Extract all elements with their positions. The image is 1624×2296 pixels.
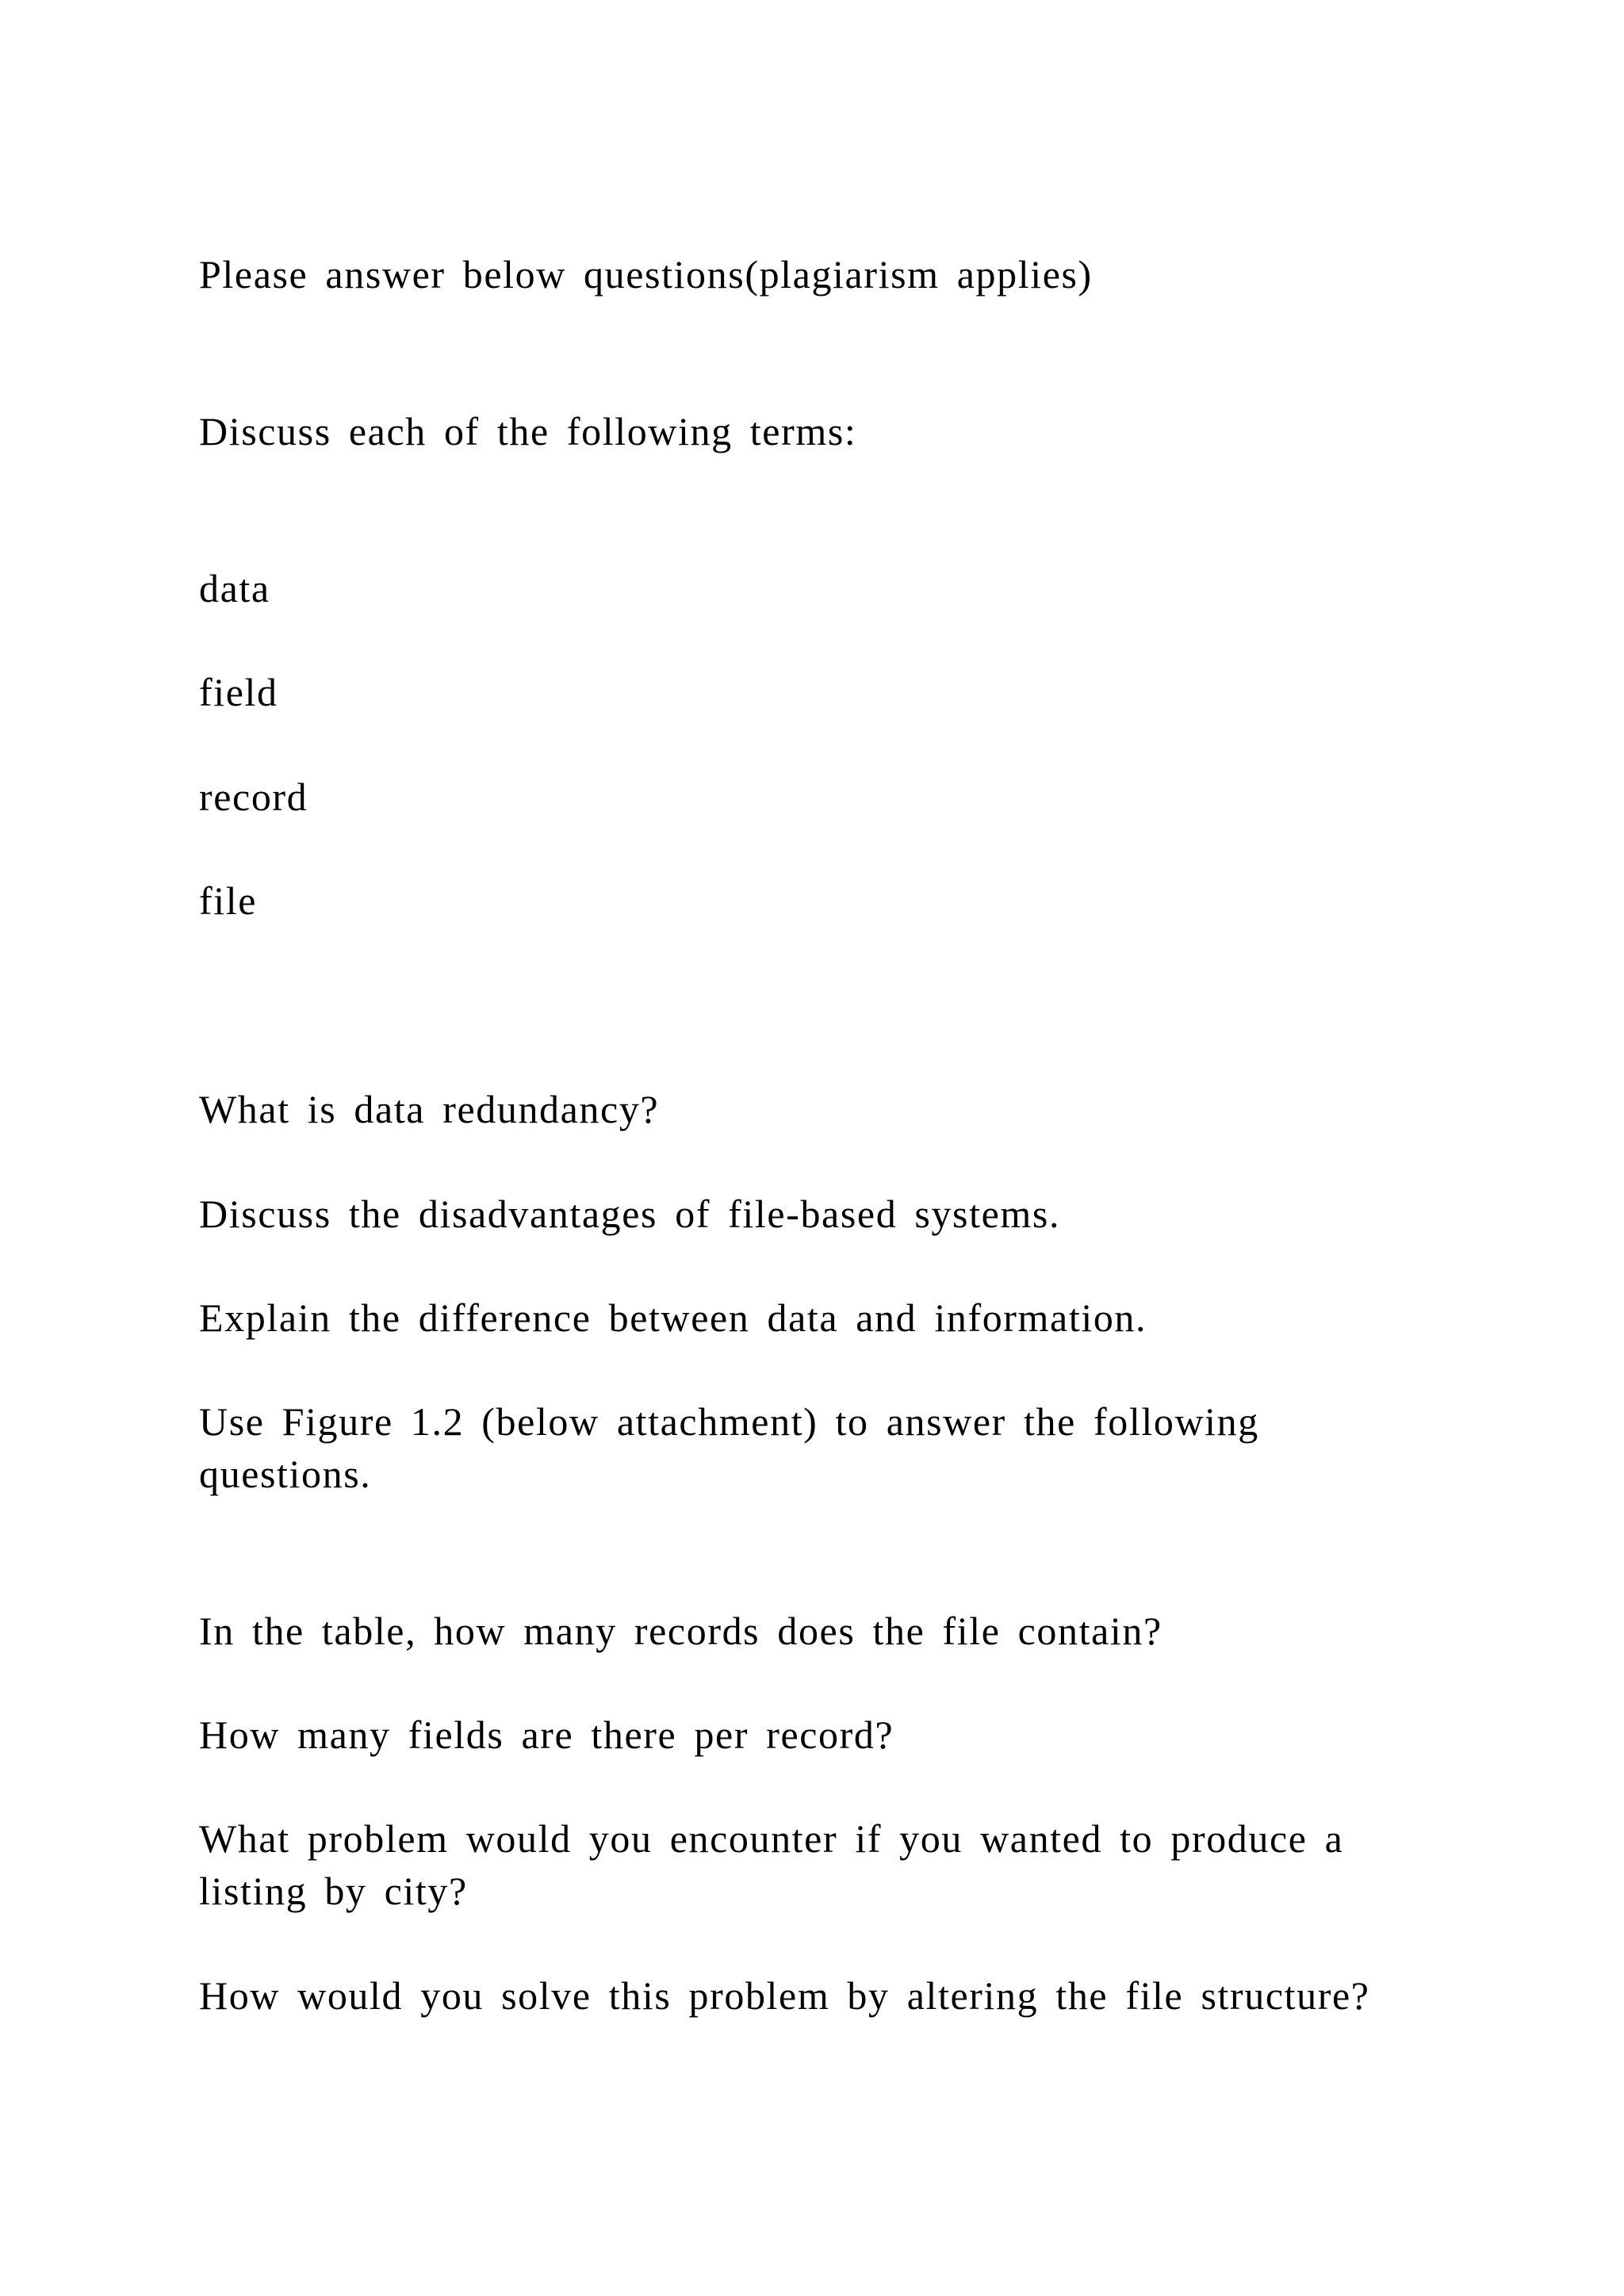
question-data-vs-information: Explain the difference between data and information. <box>199 1295 1147 1340</box>
term-field: field <box>199 670 278 714</box>
figure-question-file-structure: How would you solve this problem by altering the file structure? <box>199 1973 1370 2018</box>
term-data: data <box>199 566 270 610</box>
question-data-redundancy: What is data redundancy? <box>199 1087 660 1131</box>
question-figure-reference: Use Figure 1.2 (below attachment) to answer the following questions. <box>199 1399 1259 1496</box>
figure-question-fields: How many fields are there per record? <box>199 1712 894 1757</box>
figure-question-records: In the table, how many records does the file contain? <box>199 1609 1162 1653</box>
question-file-based-disadvantages: Discuss the disadvantages of file-based systems. <box>199 1192 1061 1236</box>
intro-text: Please answer below questions(plagiarism applies) <box>199 252 1093 297</box>
term-file: file <box>199 878 258 923</box>
figure-question-listing-by-city: What problem would you encounter if you wanted to produce a listing by city? <box>199 1816 1344 1913</box>
term-record: record <box>199 775 308 819</box>
terms-prompt: Discuss each of the following terms: <box>199 409 857 453</box>
